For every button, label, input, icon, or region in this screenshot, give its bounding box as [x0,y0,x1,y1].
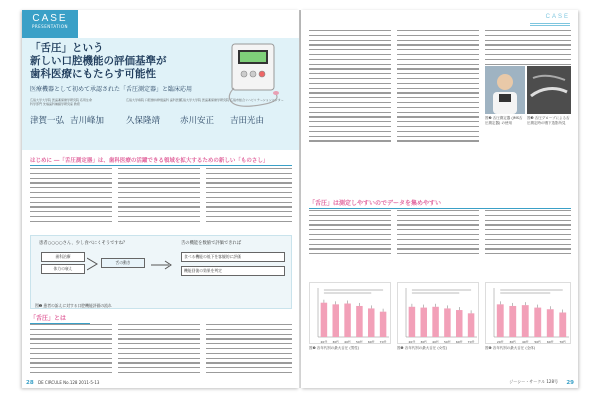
author-affiliation: 広島市総合リハビリテーションセンター [230,98,284,102]
chart-bar [356,306,363,337]
section-heading-measurement: 「舌圧」は測定しやすいのでデータを集めやすい [309,198,571,209]
chart-bar [456,310,463,337]
arrow-right-icon [151,260,175,270]
author-5 [230,98,292,126]
chart-tick-label: 70代 [559,340,567,344]
right-page [301,10,578,388]
case-label-box [22,10,78,38]
author-3 [126,98,188,126]
body-text-col5 [118,324,200,377]
body-text-r-col6 [485,210,571,258]
title-line-3: 歯科医療にもたらす可能性 [30,68,156,80]
arrow-icon [87,254,101,274]
xray-image [527,66,571,114]
figure1-item-1: 歯科治療 [41,252,85,262]
chart-2 [397,282,479,344]
intro-heading: はじめに ―「舌圧測定器」は、歯科医療の活躍できる領域を拡大するための新しい「ものさし」 [30,156,292,166]
chart-tick-label: 20代 [320,340,328,344]
author-2 [70,98,132,126]
figure1-caption: 図❶ 患者の訴えに対する口腔機能評価の流れ [35,303,112,308]
author-affiliation: 広島大学大学院 医歯薬保健学研究院 [180,98,229,102]
chart-bar [559,313,566,338]
figure1-right-item-2: 機能回復の効果を判定 [181,266,285,276]
journal-footer-right: ジーシー・サークル 128号 [509,379,558,384]
body-text-r-col4 [309,210,391,258]
title-line-2: 新しい口腔機能の評価基準が [30,55,167,67]
chart-bar [420,308,427,337]
author-name: 久保隆靖 [126,116,161,126]
section-heading-tongue-pressure: 「舌圧」とは [30,313,90,324]
figure1-item-2: 体力の衰え [41,264,85,274]
chart-caption-1: 図❹ 各年代別の最大舌圧 (男性) [309,346,360,350]
chart-caption-2: 図❺ 各年代別の最大舌圧 (女性) [397,346,448,350]
title-line-1: 「舌圧」という [30,42,104,54]
author-affiliation: 広島大学病院 口腔維持修復歯科 歯科医師 [126,98,182,102]
left-page [22,10,299,388]
body-text-col6 [206,324,292,377]
author-name: 津賀一弘 [30,116,65,126]
chart-caption-3: 図❻ 各年代別の最大舌圧 (全体) [485,346,536,350]
chart-bar [547,309,554,337]
page-number-left: 28 [26,380,34,386]
journal-footer-left: DE CIRCULE No.128 2011-5-13 [38,380,100,385]
chart-axis [318,288,389,337]
body-text-r-col5 [397,210,479,258]
body-text-r-col3 [485,30,571,68]
chart-bar [344,304,351,337]
chart-bar [432,307,439,337]
body-text-col2 [118,168,200,226]
figure1-right-item-1: 食べる機能の低下を客観的に評価 [181,252,285,262]
author-affiliation: 広島大学大学院 医歯薬保健学研究院 応用生命科学部門 先端歯科補綴学研究室 教授 [30,98,92,106]
chart-tick-label: 50代 [444,340,451,344]
patient-figure [485,66,525,114]
authors-block [30,98,292,146]
body-text-col3 [206,168,292,226]
chart-tick-label: 40代 [432,340,439,344]
magazine-spread [22,10,578,388]
patient-photo [485,66,525,114]
chart-tick-label: 70代 [467,340,475,344]
chart-3 [485,282,571,344]
chart-bar [368,308,375,337]
author-name: 吉田光由 [230,116,265,126]
chart-bar [497,304,504,337]
chart-tick-label: 40代 [521,340,529,344]
chart-1 [309,282,391,344]
xray-photo [527,66,571,114]
chart-bar [332,304,339,337]
chart-tick-label: 40代 [344,340,351,344]
chart-bar [522,305,529,337]
body-text-col4 [30,324,112,377]
chart-tick-label: 60代 [367,340,375,344]
case-sublabel: PRESENTATION [31,24,69,29]
chart-bar [534,308,541,337]
chart-axis [406,288,477,337]
author-name: 赤川安正 [180,116,215,126]
chart-bar [321,303,328,337]
body-text-col1 [30,168,112,226]
chart-bar [409,307,416,337]
chart-tick-label: 30代 [420,340,428,344]
case-label-right: CASE [545,14,570,20]
chart-tick-label: 30代 [332,340,340,344]
article-subtitle: 医療機器として初めて承認された「舌圧測定器」と臨床応用 [30,86,193,93]
chart-tick-label: 60代 [546,340,554,344]
chart-tick-label: 50代 [356,340,363,344]
photo-caption-2: 図❷ 舌圧測定器 (JMS舌圧測定器) の使用 [485,116,523,125]
chart-tick-label: 70代 [379,340,387,344]
body-text-r-col2 [397,30,479,145]
figure1-question: 患者○○○○さん、少し食べにくそうですね？ [39,241,128,246]
chart-tick-label: 30代 [509,340,517,344]
chart-tick-label: 60代 [455,340,463,344]
figure-1 [30,235,292,309]
figure1-right-title: 舌の機能を数値で評価できれば [181,241,242,246]
body-text-r-col1 [309,30,391,145]
chart-bar [380,312,387,337]
chart-tick-label: 50代 [534,340,542,344]
chart-bar [509,306,516,337]
photo-caption-3: 図❸ 舌圧プローブによる舌圧測定時の嚥下造影所見 [527,116,570,125]
chart-axis [494,288,569,337]
chart-bar [444,308,451,337]
chart-tick-label: 20代 [408,340,416,344]
page-number-right: 29 [566,380,574,386]
case-label: CASE [32,13,68,24]
figure1-item-3: 舌の動き [101,258,145,268]
article-title [30,42,220,81]
chart-bar [468,313,475,337]
author-name: 吉川峰加 [70,116,105,126]
case-rule [530,23,570,26]
chart-tick-label: 20代 [496,340,504,344]
